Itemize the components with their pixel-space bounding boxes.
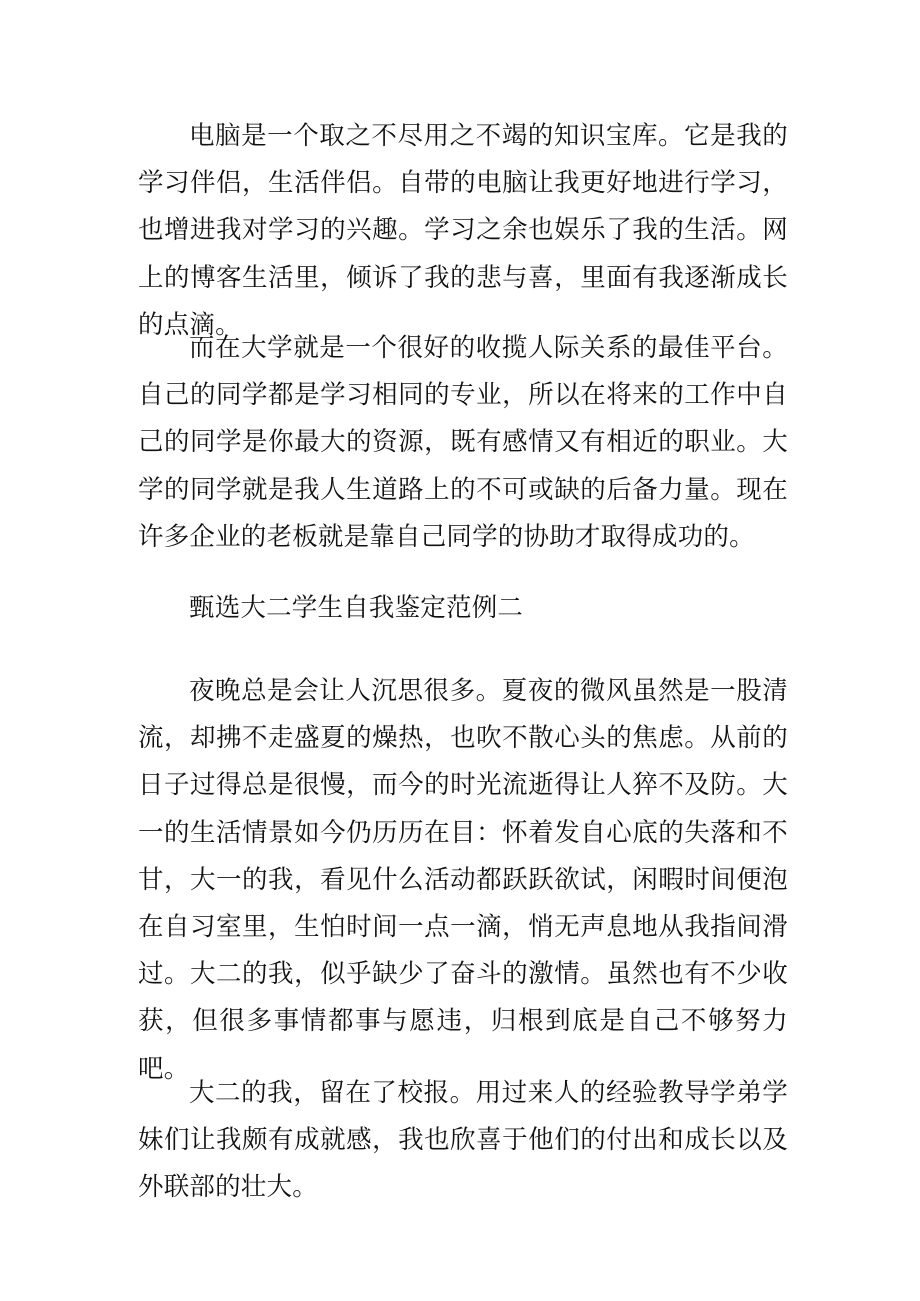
paragraph-university-relations	[138, 325, 788, 561]
paragraph-summer-night	[138, 668, 788, 1093]
section-title: 甄选大二学生自我鉴定范例二	[189, 593, 524, 623]
paragraph-computer	[138, 113, 788, 349]
section-title-block	[138, 585, 788, 632]
paragraph-text: 而在大学就是一个很好的收揽人际关系的最佳平台。自己的同学都是学习相同的专业，所以在将来的工作中自己的同学是你最大的资源，既有感情又有相近的职业。大学的同学就是我人生道路上的不可或缺的后备力量。现在许多企业的老板就是靠自己同学的协助才取得成功的。	[138, 333, 788, 552]
paragraph-text: 电脑是一个取之不尽用之不竭的知识宝库。它是我的学习伴侣，生活伴侣。自带的电脑让我更好地进行学习，也增进我对学习的兴趣。学习之余也娱乐了我的生活。网上的博客生活里，倾诉了我的悲与喜，里面有我逐渐成长的点滴。	[138, 121, 788, 340]
paragraph-text: 大二的我，留在了校报。用过来人的经验教导学弟学妹们让我颇有成就感，我也欣喜于他们的付出和成长以及外联部的壮大。	[138, 1078, 788, 1203]
paragraph-text: 夜晚总是会让人沉思很多。夏夜的微风虽然是一股清流，却拂不走盛夏的燥热，也吹不散心头的焦虑。从前的日子过得总是很慢，而今的时光流逝得让人猝不及防。大一的生活情景如今仍历历在目：怀着发自心底的失落和不甘，大一的我，看见什么活动都跃跃欲试，闲暇时间便泡在自习室里，生怕时间一点一滴，悄无声息地从我指间滑过。大二的我，似乎缺少了奋斗的激情。虽然也有不少收获，但很多事情都事与愿违，归根到底是自己不够努力吧。	[138, 676, 788, 1084]
paragraph-school-newspaper	[138, 1070, 788, 1212]
